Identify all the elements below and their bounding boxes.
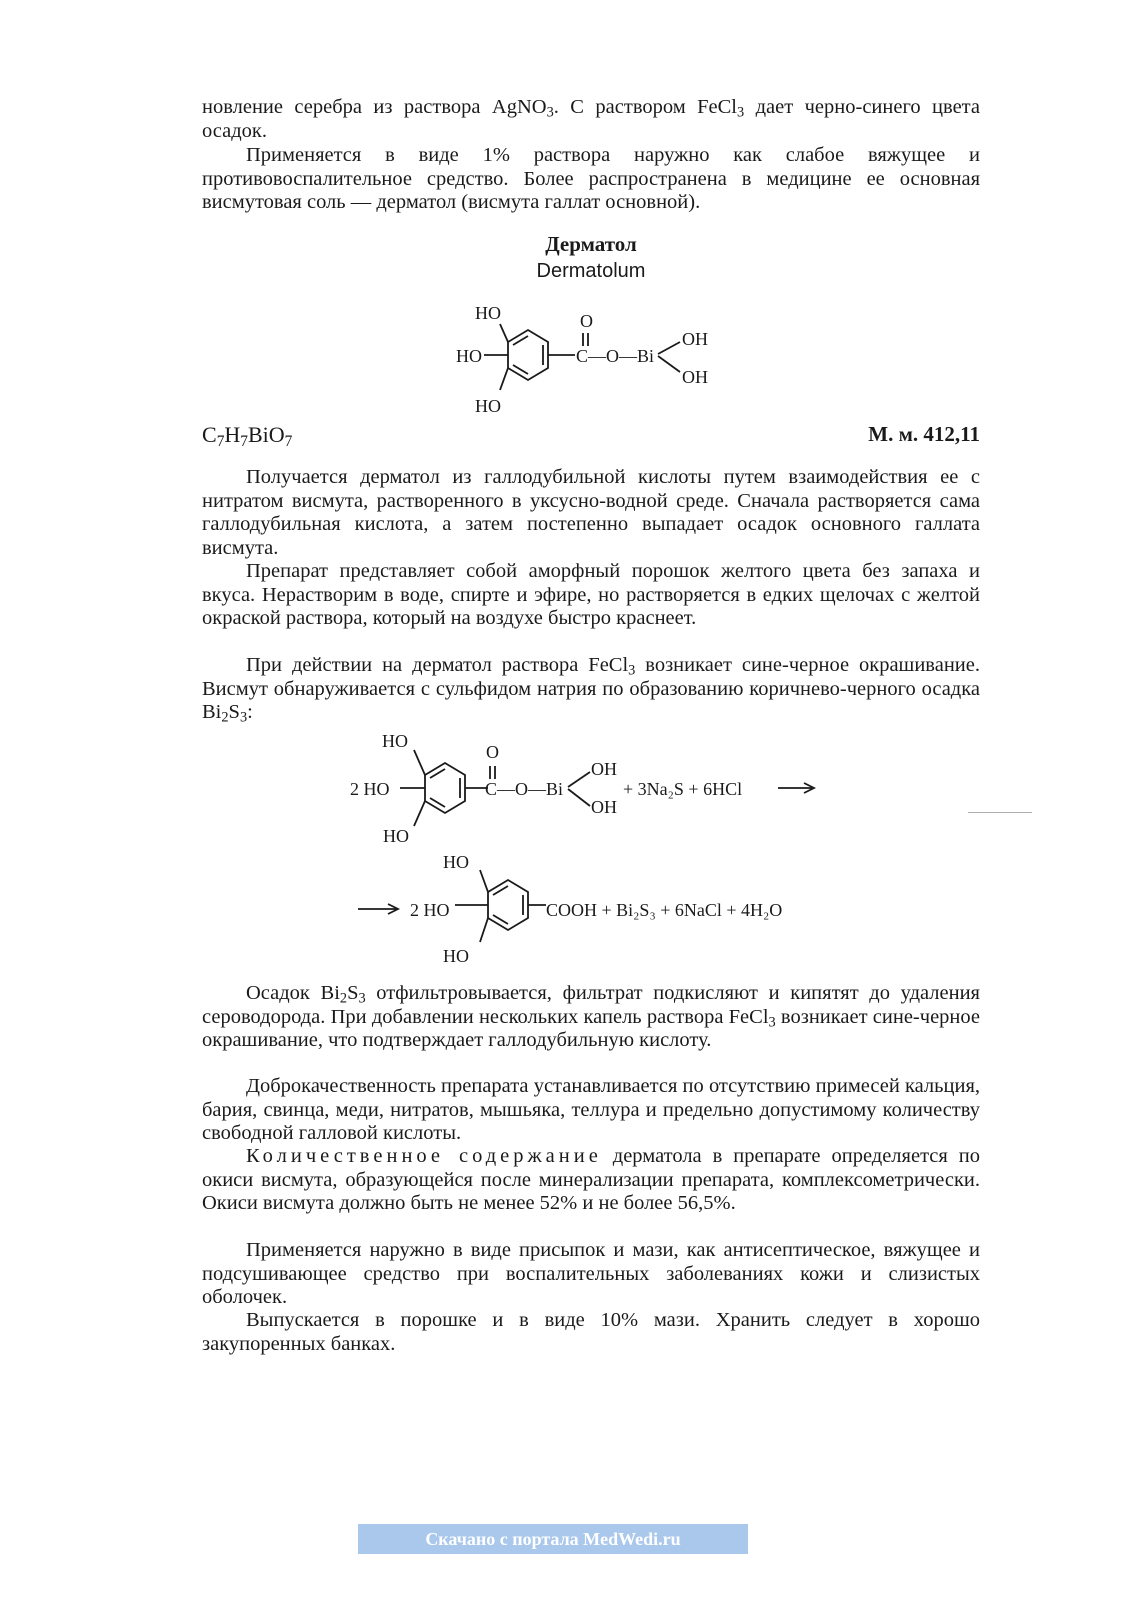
structure-carbonyl-o: O (580, 311, 593, 331)
reaction-2-prefix: 2 HO (410, 900, 450, 920)
reaction-2-products: COOH + Bi₂S₃ + 6NaCl + 4H₂O (546, 900, 783, 920)
reaction-1-chain: C—O—Bi (485, 779, 564, 799)
reaction-1-carbonyl-o: O (486, 742, 499, 762)
download-banner[interactable]: Скачано с портала MedWedi.ru (358, 1524, 748, 1554)
molar-mass: М. м. 412,11 (868, 422, 980, 446)
reaction-2-ho-top: HO (443, 852, 469, 872)
structure-chain: C—O—Bi (576, 346, 655, 366)
paragraph-7: Доброкачественность препарата устанавливается по отсутствию примесей кальция, бария, свинца, меди, нитратов, мышьяка, теллура и предельно допустимому количеству свободной галловой кислоты. (202, 1075, 980, 1145)
reaction-1-oh-1: OH (591, 759, 617, 779)
paragraph-1: новление серебра из раствора AgNO$_3$. С раствором FeCl$_3$ дает черно-синего цвета осадок. (202, 96, 980, 142)
reaction-1-prefix: 2 HO (350, 779, 390, 799)
paragraph-8: Количественное содержание дерматола в препарате определяется по окиси висмута, образующейся после минерализации препарата, комплексометрически. Окиси висмута должно быть не менее 52% и не более 56,5%. (202, 1145, 980, 1215)
paragraph-4: Препарат представляет собой аморфный порошок желтого цвета без запаха и вкуса. Нерастворим в воде, спирте и эфире, но растворяется в едких щелочах с желтой окраской раствора, который на воздухе быстро краснеет. (202, 560, 980, 630)
section-latin-title: Dermatolum (536, 260, 646, 282)
reaction-1-reagents: + 3Na₂S + 6HCl (623, 779, 743, 799)
structure-ho-bot: HO (475, 396, 501, 416)
structure-ho-top: HO (475, 303, 501, 323)
reaction-2-ho-bot: HO (443, 946, 469, 966)
section-title: Дерматол (545, 232, 637, 256)
paragraph-6: Осадок $Bi_2S_3$ отфильтровывается, фильтрат подкисляют и кипятят до удаления сероводорода. При добавлении нескольких капель раствора FeCl$_3$ возникает сине-черное окрашивание, что подтверждает галлодубильную кислоту. (202, 982, 980, 1052)
paragraph-2: Применяется в виде 1% раствора наружно как слабое вяжущее и противовоспалительное средство. Более распространена в медицине ее основная висмутовая соль — дерматол (висмута галлат основной). (202, 144, 980, 214)
structure-oh-1: OH (682, 329, 708, 349)
paragraph-5: При действии на дерматол раствора FeCl$_3$ возникает сине-черное окрашивание. Висмут обнаруживается с сульфидом натрия по образованию коричнево-черного осадка $Bi_2S_3$: (202, 654, 980, 726)
structure-oh-2: OH (682, 367, 708, 387)
paragraph-3: Получается дерматол из галлодубильной кислоты путем взаимодействия ее с нитратом висмута, растворенного в уксусно-водной среде. Сначала растворяется сама галлодубильная кислота, а затем постепенно выпадает осадок основного галлата висмута. (202, 466, 980, 559)
structure-ho-mid: HO (456, 346, 482, 366)
reaction-1-ho-top: HO (382, 731, 408, 751)
reaction-1-ho-bot: HO (383, 826, 409, 846)
paragraph-10: Выпускается в порошке и в виде 10% мази. Хранить следует в хорошо закупоренных банках. (202, 1309, 980, 1355)
scan-artifact-line (968, 812, 1032, 813)
reaction-1-oh-2: OH (591, 797, 617, 817)
paragraph-9: Применяется наружно в виде присыпок и мази, как антисептическое, вяжущее и подсушивающее средство при воспалительных заболеваниях кожи и слизистых оболочек. (202, 1239, 980, 1309)
molecular-formula: $C_7H_7BiO_7$ (202, 422, 293, 450)
